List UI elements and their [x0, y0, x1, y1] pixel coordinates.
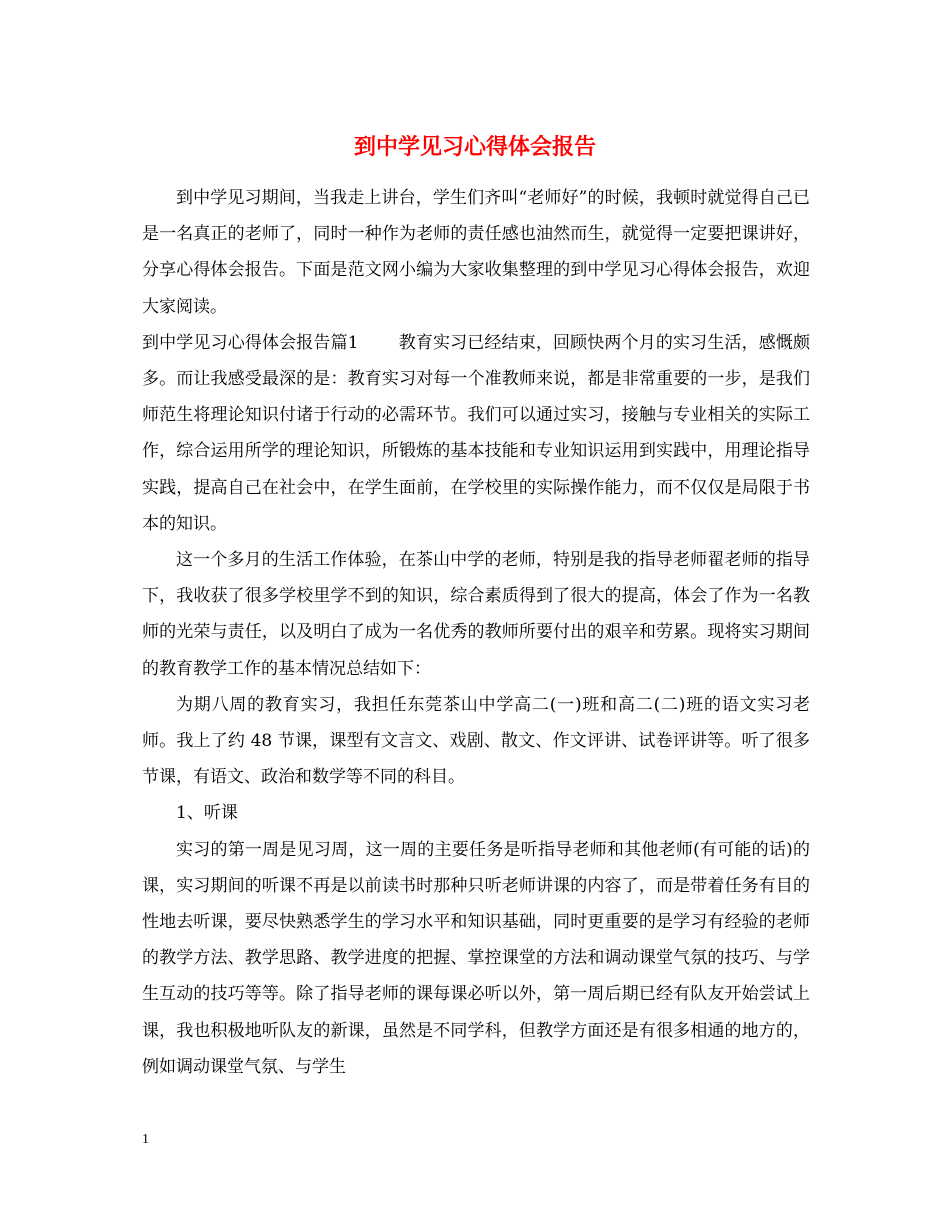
article-first-paragraph — [142, 325, 810, 542]
paragraph-2: 这一个多月的生活工作体验，在茶山中学的老师，特别是我的指导老师翟老师的指导下，我收获了很多学校里学不到的知识，综合素质得到了很大的提高，体会了作为一名教师的光荣与责任，以及明白了成为一名优秀的教师所要付出的艰辛和劳累。现将实习期间的教育教学工作的基本情况总结如下： — [142, 550, 810, 679]
document-title: 到中学见习心得体会报告 — [353, 134, 596, 160]
paragraph-4: 实习的第一周是见习周，这一周的主要任务是听指导老师和其他老师(有可能的话)的课，实习期间的听课不再是以前读书时那种只听老师讲课的内容了，而是带着任务有目的性地去听课，要尽快熟悉学生的学习水平和知识基础，同时更重要的是学习有经验的老师的教学方法、教学思路、教学进度的把握、掌控课堂的方法和调动课堂气氛的技巧、与学生互动的技巧等等。除了指导老师的课每课必听以外，第一周后期已经有队友开始尝试上课，我也积极地听队友的新课，虽然是不同学科，但教学方面还是有很多相通的地方的，例如调动课堂气氛、与学生 — [142, 839, 810, 1077]
intro-paragraph: 到中学见习期间，当我走上讲台，学生们齐叫“老师好”的时候，我顿时就觉得自己已是一名真正的老师了，同时一种作为老师的责任感也油然而生，就觉得一定要把课讲好，分享心得体会报告。下面是范文网小编为大家收集整理的到中学见习心得体会报告，欢迎大家阅读。 — [142, 188, 810, 317]
paragraph-3: 为期八周的教育实习，我担任东莞茶山中学高二(一)班和高二(二)班的语文实习老师。我上了约 48 节课，课型有文言文、戏剧、散文、作文评讲、试卷评讲等。听了很多节课，有语文、政治和数学等不同的科目。 — [142, 694, 810, 788]
article-heading: 到中学见习心得体会报告篇1 — [142, 332, 359, 353]
paragraph-1: 教育实习已经结束，回顾快两个月的实习生活，感慨颇多。而让我感受最深的是：教育实习对每一个准教师来说，都是非常重要的一步，是我们师范生将理论知识付诸于行动的必需环节。我们可以通过实习，接触与专业相关的实际工作，综合运用所学的理论知识，所锻炼的基本技能和专业知识运用到实践中，用理论指导实践，提高自己在社会中，在学生面前，在学校里的实际操作能力，而不仅仅是局限于书本的知识。 — [142, 332, 810, 534]
section-heading-listening: 1、听课 — [176, 803, 238, 824]
page-number: 1 — [142, 1132, 149, 1147]
document-body — [142, 180, 810, 1085]
